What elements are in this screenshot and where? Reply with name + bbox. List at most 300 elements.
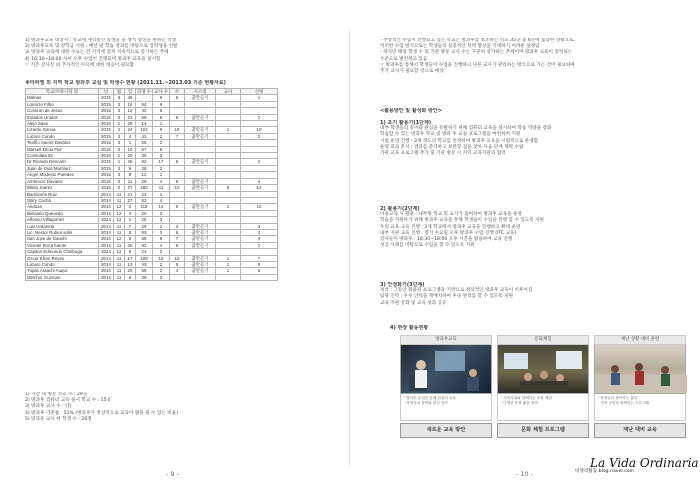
table-cell: 12 bbox=[241, 185, 278, 191]
school-name-cell: Consolata 92 bbox=[26, 153, 99, 159]
table-cell: 25 bbox=[125, 242, 136, 248]
table-cell: 17 bbox=[125, 255, 136, 261]
table-cell: 3 bbox=[241, 223, 278, 229]
table-cell: 17 bbox=[153, 159, 170, 165]
table-cell: 39 bbox=[136, 274, 153, 280]
table-cell: 11 bbox=[114, 197, 125, 203]
school-name-cell: Lazaro Condo bbox=[26, 261, 99, 267]
table-cell: 12 bbox=[136, 172, 153, 178]
table-cell: 10 bbox=[241, 127, 278, 133]
table-cell: 2 bbox=[114, 185, 125, 191]
table-cell: 43 bbox=[136, 261, 153, 267]
table-cell: 63 bbox=[136, 229, 153, 235]
table-cell: 3 bbox=[114, 133, 125, 139]
table-cell: 2 bbox=[153, 223, 170, 229]
table-cell: 10 bbox=[241, 204, 278, 210]
table-cell: 2 bbox=[241, 242, 278, 248]
table-cell: 2015 bbox=[99, 172, 114, 178]
panel-notes bbox=[594, 394, 686, 421]
classroom-photo bbox=[400, 345, 492, 394]
table-cell: 꿈만들기 bbox=[185, 236, 216, 242]
table-cell: 11 bbox=[114, 255, 125, 261]
table-cell: 9 bbox=[153, 127, 170, 133]
section-line: 성공 사례를 바탕으로 수업을 할 수 있도록 지원 bbox=[380, 243, 475, 249]
table-cell: 9 bbox=[153, 236, 170, 242]
table-cell: 2 bbox=[153, 133, 170, 139]
table-cell: 2 bbox=[153, 268, 170, 274]
table-cell: 4 bbox=[153, 197, 170, 203]
table-cell: 16 bbox=[125, 101, 136, 107]
panel-note-line: · 학생들이 참여하는 훈련 bbox=[598, 396, 638, 400]
table-cell: 11 bbox=[125, 178, 136, 184]
section-line: 운영 효과 분석 : 결과를 분석하고 보완할 점을 찾아 다음 단계 계획 수립 bbox=[380, 144, 524, 150]
table-cell: 20 bbox=[125, 268, 136, 274]
header-cell: 교사 bbox=[216, 89, 241, 95]
table-cell: 6 bbox=[153, 95, 170, 101]
table-cell: 꿈만들기 bbox=[185, 185, 216, 191]
school-name-cell: Melchor Guzman bbox=[26, 274, 99, 280]
table-cell: 25 bbox=[136, 140, 153, 146]
panel-caption: 방과후교육 bbox=[400, 335, 492, 345]
table-cell: 25 bbox=[136, 217, 153, 223]
table-cell: 2014 bbox=[99, 223, 114, 229]
table-cell: 11 bbox=[114, 268, 125, 274]
school-name-cell: Alejo Saes bbox=[26, 121, 99, 127]
panel-label: 문화 체험 프로그램 bbox=[497, 423, 589, 438]
table-cell: 4 bbox=[241, 178, 278, 184]
table-cell: 5 bbox=[170, 159, 185, 165]
section-line: 강사들이 방과후 : 16:30~18:00 오후 시간을 활용하여 교육 진행 bbox=[380, 237, 513, 243]
school-name-cell: Ambrocio Davalos bbox=[26, 178, 99, 184]
table-cell: 5 bbox=[170, 261, 185, 267]
section-line: 시범 운영 진행 : 3개 정도의 학교를 선정하여 방과후 교육을 시범적으로 운영함 bbox=[380, 138, 539, 144]
table-cell: 2 bbox=[153, 261, 170, 267]
left-intro-line: 4) 16:30~18:00 사이 오후 수업이 진행되며 방과후 교육을 실시함 bbox=[25, 56, 161, 62]
table-cell: 3 bbox=[114, 140, 125, 146]
table-cell: 2014 bbox=[99, 242, 114, 248]
panel-label: 새로운 교육 방안 bbox=[400, 423, 492, 438]
table-cell: 2015 bbox=[99, 121, 114, 127]
table-cell: 23 bbox=[136, 191, 153, 197]
photo-panel bbox=[594, 335, 686, 455]
plan-title: <활용방안 및 활성화 방안> bbox=[380, 108, 442, 114]
table-cell: 5 bbox=[125, 236, 136, 242]
table-cell: 28 bbox=[136, 165, 153, 171]
school-name-cell: Belisario Quevedo bbox=[26, 210, 99, 216]
photo-section-title: 4) 현장 활동현황 bbox=[390, 325, 429, 331]
table-cell: 5 bbox=[153, 146, 170, 152]
table-cell: 2014 bbox=[99, 268, 114, 274]
table-cell: 1 bbox=[241, 95, 278, 101]
table-cell: 2 bbox=[241, 133, 278, 139]
table-cell: 3 bbox=[114, 114, 125, 120]
table-cell: 2014 bbox=[99, 204, 114, 210]
section-line: 정착 : 그동안 활용된 프로그램을 기반으로 정상적인 방과후 교육이 이루어짐 bbox=[380, 288, 533, 294]
table-cell: 3 bbox=[153, 229, 170, 235]
school-name-cell: Juan de Dios Martinez bbox=[26, 165, 99, 171]
left-intro-line: 2) 방과후교육 및 장학금 지원 : 매년 말 학습 결과를 바탕으로 장학생을 선발 bbox=[25, 44, 178, 50]
section-line: 기관 교육 프로그램 추가 및 기관 방문 시 지역 교육기관과 협력 bbox=[380, 151, 506, 157]
note-line: 5) 방과후 교사 한 학생 수 : 26명 bbox=[25, 416, 92, 422]
table-cell: 20 bbox=[125, 153, 136, 159]
table-cell: 12 bbox=[114, 210, 125, 216]
table-cell: 10 bbox=[170, 255, 185, 261]
section-2 bbox=[380, 206, 690, 249]
table-cell: 4 bbox=[170, 268, 185, 274]
table-cell: 5 bbox=[170, 229, 185, 235]
school-name-cell: Malnas bbox=[26, 95, 99, 101]
table-cell: 14 bbox=[136, 121, 153, 127]
table-cell: 12 bbox=[125, 108, 136, 114]
table-cell: 2015 bbox=[99, 185, 114, 191]
table-cell: 4 bbox=[153, 178, 170, 184]
table-cell: 10 bbox=[170, 127, 185, 133]
table-cell: 2 bbox=[241, 159, 278, 165]
school-name-cell: Lazaro Condo bbox=[26, 133, 99, 139]
table-cell: 8 bbox=[125, 172, 136, 178]
table-cell: 14 bbox=[153, 204, 170, 210]
table-cell: 11 bbox=[114, 261, 125, 267]
header-cell: 월 bbox=[114, 89, 125, 95]
table-cell: 꿈만들기 bbox=[185, 261, 216, 267]
table-cell: 58 bbox=[136, 268, 153, 274]
table-cell: 6 bbox=[153, 101, 170, 107]
panel-note-line: · 방과후 수업을 통해 컴퓨터 교육 bbox=[404, 396, 456, 400]
table-cell: 3 bbox=[114, 178, 125, 184]
school-name-cell: Teofilo Saenz Davalos bbox=[26, 140, 99, 146]
page-number-right: - 10 - bbox=[516, 470, 534, 478]
right-intro-line: ☞ 방과후를 통해서 학생들이 수업을 진행하고 다른 교사가 관리하는 방식으로 가는 것이 필요하며 bbox=[380, 62, 575, 68]
school-name-cell: Oscar Efren Reyes bbox=[26, 255, 99, 261]
table-cell: 2014 bbox=[99, 217, 114, 223]
watermark-title: La Vida Ordinaria bbox=[590, 456, 699, 470]
table-cell: 2015 bbox=[99, 140, 114, 146]
table-cell: 23 bbox=[125, 114, 136, 120]
table-cell: 꿈만들기 bbox=[185, 133, 216, 139]
school-name-cell: Tupac Autachi Auqui bbox=[26, 268, 99, 274]
table-cell: 꿈만들기 bbox=[185, 178, 216, 184]
header-cell: 학교/커뮤니티 명 bbox=[26, 89, 99, 95]
header-cell: 학생 수 bbox=[137, 89, 151, 94]
panel-caption: 재난 상황 대비 훈련 bbox=[594, 335, 686, 345]
classroom-photo-art bbox=[401, 345, 493, 393]
right-intro-line: - 추상적인 수업이 진행되고 있는 학교는 방과후를 보조하는 학교 35곳 중 6곳에 불과한 상황으로, bbox=[380, 38, 576, 43]
table-cell: 꿈만들기 bbox=[185, 127, 216, 133]
table-cell: 5 bbox=[170, 178, 185, 184]
table-cell: 7 bbox=[170, 236, 185, 242]
school-name-cell: Lorenzo Filho bbox=[26, 101, 99, 107]
table-cell: 9 bbox=[125, 165, 136, 171]
table-cell: 3 bbox=[114, 95, 125, 101]
table-cell: 1 bbox=[125, 140, 136, 146]
table-cell: 1 bbox=[114, 159, 125, 165]
table-cell: 2014 bbox=[99, 261, 114, 267]
table-cell: 24 bbox=[136, 249, 153, 255]
table-cell: 57 bbox=[136, 146, 153, 152]
table-cell: 1 bbox=[216, 255, 241, 261]
table-cell: 82 bbox=[136, 242, 153, 248]
table-cell: 4 bbox=[153, 242, 170, 248]
section-title: 3) 안정화기(3단계) bbox=[380, 282, 425, 288]
table-cell: 3 bbox=[153, 153, 170, 159]
school-name-cell: Capitan Edmundo Chiriboga bbox=[26, 249, 99, 255]
table-cell: 11 bbox=[114, 242, 125, 248]
schools-table-wrap bbox=[25, 88, 278, 281]
table-cell: 24 bbox=[125, 127, 136, 133]
table-cell: 7 bbox=[125, 223, 136, 229]
table-cell: 12 bbox=[114, 249, 125, 255]
school-name-cell: Estados Unidos bbox=[26, 114, 99, 120]
culture-photo-art bbox=[498, 345, 590, 393]
table-cell: 1 bbox=[114, 153, 125, 159]
school-name-cell: Lic. Nestor Ruben solis bbox=[26, 229, 99, 235]
left-intro bbox=[25, 38, 325, 69]
table-caption: ※라파엘 외 지역 학교 방과후 교실 및 학생수 현황 (2011.11.~2013.03 기준 현황자료) bbox=[25, 80, 226, 86]
header-cell: 시스템 bbox=[185, 89, 216, 95]
schools-table bbox=[25, 88, 278, 281]
school-name-cell: Luis Urdaneta bbox=[26, 223, 99, 229]
table-cell: 42 bbox=[136, 133, 153, 139]
training-photo-art bbox=[595, 345, 687, 393]
table-cell: 3 bbox=[114, 108, 125, 114]
table-cell: 2 bbox=[153, 140, 170, 146]
table-cell: 11 bbox=[114, 223, 125, 229]
table-cell: 3 bbox=[153, 217, 170, 223]
school-name-cell: Alfonso Villagomez bbox=[26, 217, 99, 223]
table-cell: 54 bbox=[136, 101, 153, 107]
table-cell: 1 bbox=[153, 191, 170, 197]
left-intro-line: 1) 방과후교육 대상자 : 학교에 재학중인 학생들 중 성적 향상을 원하는 학생 bbox=[25, 38, 177, 43]
header-cell: 일 bbox=[125, 89, 136, 95]
school-name-cell: Manuel Elicio Flor bbox=[26, 146, 99, 152]
table-cell: 2014 bbox=[99, 229, 114, 235]
left-notes bbox=[25, 392, 325, 423]
panel-note-line: · 다양한 문화 활동 참여 bbox=[501, 401, 538, 405]
section-title: 2) 활용기(2단계) bbox=[380, 206, 420, 212]
table-cell: 11 bbox=[153, 185, 170, 191]
panel-note-line: · 학생들의 참여와 관심 증가 bbox=[404, 401, 448, 405]
note-line: 4) 방과후 기준률 : 51% (방과후가 정상적으로 교육이 활용 될 수 있는 비율) bbox=[25, 410, 178, 416]
culture-photo bbox=[497, 345, 589, 394]
table-cell: 2014 bbox=[99, 236, 114, 242]
table-cell: 2015 bbox=[99, 159, 114, 165]
table-cell bbox=[185, 274, 216, 280]
section-line: 담당 인력 : 우수 인력을 재배치하여 후속 관리를 할 수 있도록 지원 bbox=[380, 294, 513, 300]
table-cell: 5 bbox=[170, 204, 185, 210]
table-cell: 1 bbox=[216, 127, 241, 133]
table-cell: 꿈만들기 bbox=[185, 255, 216, 261]
table-cell: 1 bbox=[216, 268, 241, 274]
table-cell: 2014 bbox=[99, 191, 114, 197]
table-cell: 2014 bbox=[99, 197, 114, 203]
table-cell: 5 bbox=[170, 242, 185, 248]
table-cell: 4 bbox=[125, 133, 136, 139]
right-intro-line: 추가 교사가 필요할 것으로 예상 bbox=[380, 69, 444, 75]
table-cell: 꿈만들기 bbox=[185, 242, 216, 248]
right-intro-line: 이러한 수업 방식으로는 학생들의 실질적인 학력 향상을 기대하기 어려운 실정임 bbox=[380, 44, 540, 50]
header-cell: 신택 bbox=[241, 89, 278, 95]
note-line: 2) 방과후 컴퓨터 교육 실시 학교 수 : 15곳 bbox=[25, 398, 111, 404]
table-cell: 27 bbox=[125, 197, 136, 203]
table-cell: 꿈만들기 bbox=[185, 223, 216, 229]
table-cell: 29 bbox=[136, 223, 153, 229]
table-cell: 42 bbox=[136, 108, 153, 114]
training-photo bbox=[594, 345, 686, 394]
table-cell: 3 bbox=[114, 165, 125, 171]
table-cell: 2014 bbox=[99, 274, 114, 280]
table-cell: 5 bbox=[170, 95, 185, 101]
school-name-cell: Shiry Cacha bbox=[26, 197, 99, 203]
panel-note-line: · 지역 주민과 함께하는 프로그램 bbox=[598, 401, 649, 405]
table-cell: 7 bbox=[241, 255, 278, 261]
left-intro-line: 3) 방과후 교육에 대한 수요는 전 지역에 걸쳐 지속적으로 증가하는 추세 bbox=[25, 50, 169, 56]
panel-label: 재난 대비 교육 bbox=[594, 423, 686, 438]
table-cell: 10 bbox=[153, 255, 170, 261]
table-cell: 꿈만들기 bbox=[185, 159, 216, 165]
table-cell: 3 bbox=[114, 146, 125, 152]
table-cell: 62 bbox=[136, 197, 153, 203]
header-cell: 수 bbox=[170, 89, 185, 95]
table-cell: 39 bbox=[136, 153, 153, 159]
table-cell: 13 bbox=[125, 261, 136, 267]
school-name-cell: Andoas bbox=[26, 204, 99, 210]
table-cell: 1 bbox=[125, 217, 136, 223]
table-cell: 5 bbox=[170, 114, 185, 120]
school-name-cell: San Jose de Gaushi bbox=[26, 236, 99, 242]
table-cell: 2015 bbox=[99, 178, 114, 184]
note-line: 1) 기간 내 방문 학교 수 : 29곳 bbox=[25, 392, 88, 397]
table-cell: 2 bbox=[153, 210, 170, 216]
table-cell: 꿈만들기 bbox=[185, 114, 216, 120]
section-3 bbox=[380, 282, 690, 307]
table-cell: 4 bbox=[125, 210, 136, 216]
table-cell: 4 bbox=[241, 236, 278, 242]
table-cell: 48 bbox=[125, 95, 136, 101]
table-cell: 5 bbox=[153, 114, 170, 120]
section-line: 내부 학생들의 흥미와 관심을 유발하기 위해 컴퓨터 교육을 실시하여 학습 역량을 강화 bbox=[380, 126, 552, 132]
table-cell: 2 bbox=[241, 114, 278, 120]
table-cell: 5 bbox=[153, 108, 170, 114]
table-cell: 5 bbox=[125, 229, 136, 235]
table-cell: 118 bbox=[136, 204, 153, 210]
activity-photos bbox=[400, 335, 686, 455]
section-line: 우리 교육 교육 진행 : 2개 학교에서 방과후 교육을 진행하고 확대 운영 bbox=[380, 224, 521, 230]
table-cell: 꿈만들기 bbox=[185, 229, 216, 235]
table-cell: 2015 bbox=[99, 101, 114, 107]
table-cell: 2 bbox=[241, 229, 278, 235]
table-cell: 2014 bbox=[99, 249, 114, 255]
right-intro bbox=[380, 38, 690, 75]
table-cell: 8 bbox=[216, 185, 241, 191]
table-cell bbox=[170, 274, 185, 280]
table-cell: 1 bbox=[114, 121, 125, 127]
watermark-subtitle: 비영리활동 blog.naver.com bbox=[575, 469, 635, 474]
table-cell: 10 bbox=[170, 185, 185, 191]
photo-panel bbox=[497, 335, 589, 455]
table-cell: 꿈만들기 bbox=[185, 95, 216, 101]
table-cell: 7 bbox=[170, 133, 185, 139]
table-cell: 2015 bbox=[99, 153, 114, 159]
header-cell: 년 bbox=[99, 89, 114, 95]
school-name-cell: Corazon de Jesus bbox=[26, 108, 99, 114]
table-cell: 27 bbox=[125, 185, 136, 191]
school-name-cell: Bartolome Ruiz bbox=[26, 191, 99, 197]
table-cell: 2 bbox=[114, 127, 125, 133]
table-cell: 12 bbox=[114, 236, 125, 242]
table-cell bbox=[241, 274, 278, 280]
table-cell: 10 bbox=[125, 146, 136, 152]
table-cell: 2015 bbox=[99, 146, 114, 152]
section-line: 학습을 지원하기 위해 방과후 교육을 통해 학생들이 수업을 진행 할 수 있도록 지원 bbox=[380, 218, 544, 224]
school-name-cell: Angel Modesto Paredes bbox=[26, 172, 99, 178]
table-cell: 2 bbox=[125, 204, 136, 210]
table-cell: 2015 bbox=[99, 114, 114, 120]
table-cell: 69 bbox=[136, 114, 153, 120]
section-title: 1) 초기 활용기(1단계) bbox=[380, 120, 432, 126]
table-cell: 꿈만들기 bbox=[185, 204, 216, 210]
page-number-left: - 9 - bbox=[166, 470, 179, 478]
section-line: 이용교육 시 활용 : 내부형 학교 및 교사가 참여하여 방과후 교육을 운영 bbox=[380, 212, 522, 218]
table-cell: 2014 bbox=[99, 210, 114, 216]
section-1 bbox=[380, 120, 690, 157]
table-cell: 2 bbox=[153, 165, 170, 171]
table-cell: 2014 bbox=[99, 255, 114, 261]
right-intro-line: 수준으로 발전하고 있음 bbox=[380, 56, 428, 62]
table-cell: 3 bbox=[114, 101, 125, 107]
school-name-cell: Lizardo Garcia bbox=[26, 127, 99, 133]
section-line: 학습할 수 있는 방과후 학교 및 방과 후 교실 프로그램을 마련하여 지원 bbox=[380, 132, 521, 138]
table-cell: 3 bbox=[114, 172, 125, 178]
table-cell: 2015 bbox=[99, 108, 114, 114]
table-cell: 11 bbox=[114, 229, 125, 235]
table-cell: 28 bbox=[125, 121, 136, 127]
table-cell: 11 bbox=[114, 191, 125, 197]
table-cell: 150 bbox=[136, 185, 153, 191]
table-cell: 11 bbox=[114, 274, 125, 280]
panel-notes bbox=[497, 394, 589, 421]
school-name-cell: Vicente Roca fuente bbox=[26, 242, 99, 248]
table-cell: 2015 bbox=[99, 127, 114, 133]
table-cell: 1 bbox=[216, 261, 241, 267]
table-cell: 1 bbox=[153, 172, 170, 178]
panel-notes bbox=[400, 394, 492, 421]
school-name-cell: Blnito Juarez bbox=[26, 185, 99, 191]
section-line: 내부 지원 교육 진행 : 정기 수요일 오후 방과후 수업 진행 (ITC 교육) bbox=[380, 230, 517, 236]
table-cell: 21 bbox=[125, 191, 136, 197]
table-cell: 68 bbox=[136, 236, 153, 242]
table-cell: 1 bbox=[216, 204, 241, 210]
table-cell: 8 bbox=[241, 261, 278, 267]
table-cell: 2 bbox=[153, 274, 170, 280]
table-cell: 꿈만들기 bbox=[185, 268, 216, 274]
right-intro-line: - 하지만 해당 학생 수 및 기관 방문 교사 수는 꾸준히 증가하는 추세이며 방과후 교육이 정착되는 bbox=[380, 50, 573, 56]
table-cell: 5 bbox=[241, 268, 278, 274]
table-cell bbox=[216, 274, 241, 280]
table-cell: 104 bbox=[136, 127, 153, 133]
left-intro-line: ☞ 기존 강사진 외 추가적인 수요에 대한 대응이 필요함 bbox=[25, 62, 134, 68]
table-cell: 1 bbox=[153, 121, 170, 127]
section-line: 교육 지원 강화 및 교육 성과 공유 bbox=[380, 300, 447, 306]
panel-caption: 문화체험 bbox=[497, 335, 589, 345]
header-cell: 교사 수 bbox=[154, 89, 168, 94]
table-cell: 2015 bbox=[99, 165, 114, 171]
table-cell: 12 bbox=[114, 217, 125, 223]
table-cell: 2015 bbox=[99, 133, 114, 139]
panel-note-line: · 지역사회와 함께하는 문화 체험 bbox=[501, 396, 552, 400]
table-cell: 29 bbox=[136, 178, 153, 184]
table-cell: 26 bbox=[125, 159, 136, 165]
photo-panel bbox=[400, 335, 492, 455]
